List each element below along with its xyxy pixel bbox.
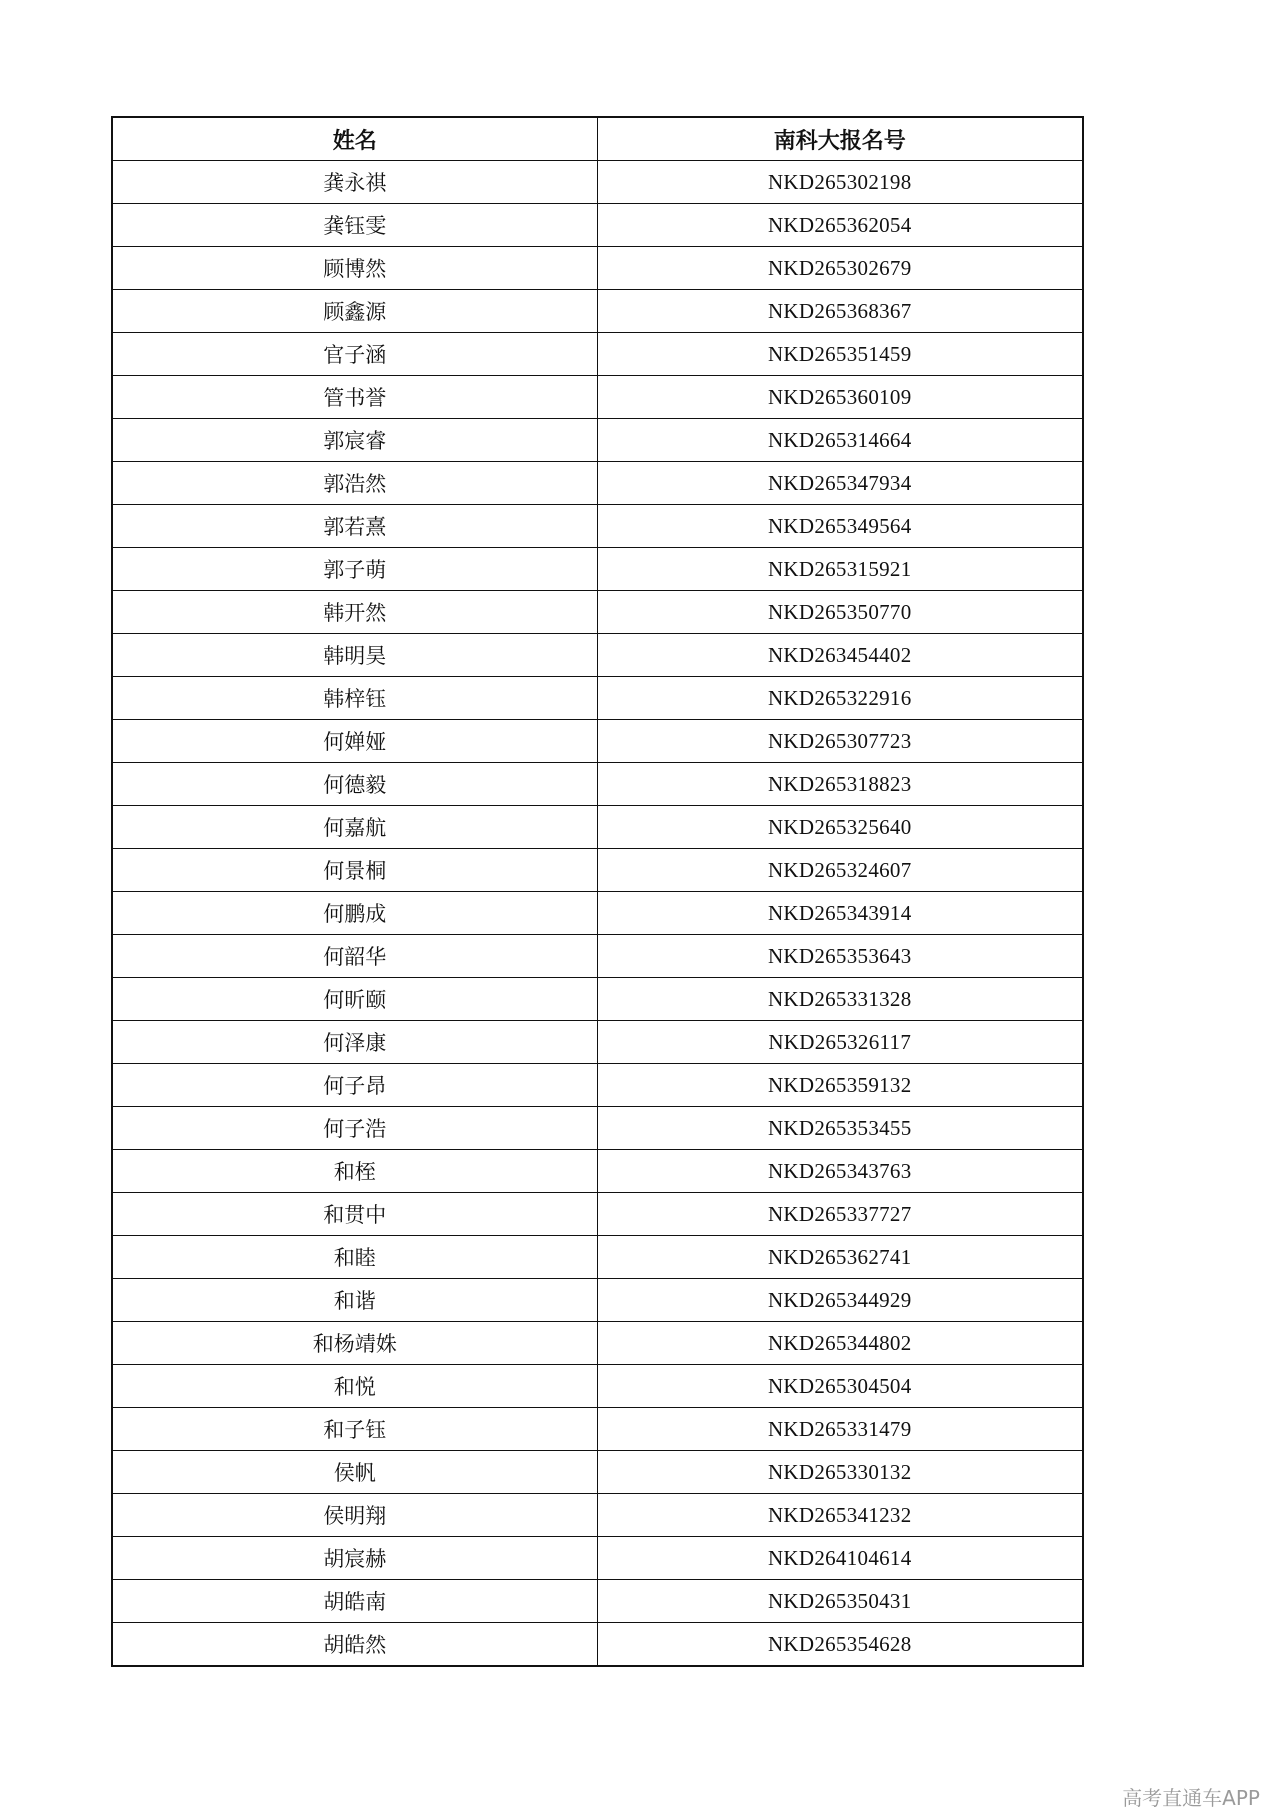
table-row bbox=[112, 978, 1083, 1021]
table-row bbox=[112, 806, 1083, 849]
student-name-cell: 胡皓南 bbox=[112, 1580, 597, 1623]
table-row bbox=[112, 892, 1083, 935]
registration-id-cell: NKD265360109 bbox=[597, 376, 1083, 419]
table-row bbox=[112, 1193, 1083, 1236]
student-name-cell: 顾鑫源 bbox=[112, 290, 597, 333]
student-name-cell: 韩开然 bbox=[112, 591, 597, 634]
registration-id-cell: NKD265344802 bbox=[597, 1322, 1083, 1365]
table-row bbox=[112, 419, 1083, 462]
registration-id-cell: NKD265347934 bbox=[597, 462, 1083, 505]
registration-id-cell: NKD265353455 bbox=[597, 1107, 1083, 1150]
table-row bbox=[112, 247, 1083, 290]
table-row bbox=[112, 720, 1083, 763]
table-row bbox=[112, 376, 1083, 419]
student-name-cell: 何嘉航 bbox=[112, 806, 597, 849]
table-row bbox=[112, 1365, 1083, 1408]
table-row bbox=[112, 1064, 1083, 1107]
registration-id-cell: NKD265350770 bbox=[597, 591, 1083, 634]
roster-body bbox=[112, 161, 1083, 1667]
registration-id-cell: NKD265322916 bbox=[597, 677, 1083, 720]
table-row bbox=[112, 1408, 1083, 1451]
table-row bbox=[112, 462, 1083, 505]
student-name-cell: 何鹏成 bbox=[112, 892, 597, 935]
student-name-cell: 何昕颐 bbox=[112, 978, 597, 1021]
table-row bbox=[112, 1537, 1083, 1580]
table-row bbox=[112, 333, 1083, 376]
student-name-cell: 官子涵 bbox=[112, 333, 597, 376]
table-row bbox=[112, 1236, 1083, 1279]
student-name-cell: 和子钰 bbox=[112, 1408, 597, 1451]
registration-id-cell: NKD265326117 bbox=[597, 1021, 1083, 1064]
student-name-cell: 管书誉 bbox=[112, 376, 597, 419]
student-name-cell: 何韶华 bbox=[112, 935, 597, 978]
student-name-cell: 何婵娅 bbox=[112, 720, 597, 763]
registration-id-cell: NKD265359132 bbox=[597, 1064, 1083, 1107]
student-name-cell: 侯明翔 bbox=[112, 1494, 597, 1537]
table-row bbox=[112, 1150, 1083, 1193]
table-row bbox=[112, 204, 1083, 247]
registration-id-cell: NKD265362741 bbox=[597, 1236, 1083, 1279]
student-name-cell: 和桎 bbox=[112, 1150, 597, 1193]
table-row bbox=[112, 634, 1083, 677]
student-name-cell: 龚永祺 bbox=[112, 161, 597, 204]
table-row bbox=[112, 935, 1083, 978]
registration-id-cell: NKD265302198 bbox=[597, 161, 1083, 204]
student-name-cell: 韩梓钰 bbox=[112, 677, 597, 720]
registration-id-cell: NKD265337727 bbox=[597, 1193, 1083, 1236]
registration-id-cell: NKD265362054 bbox=[597, 204, 1083, 247]
watermark-text: 高考直通车APP bbox=[1122, 1786, 1260, 1810]
student-name-cell: 郭子萌 bbox=[112, 548, 597, 591]
student-name-cell: 何泽康 bbox=[112, 1021, 597, 1064]
table-row bbox=[112, 1451, 1083, 1494]
student-name-cell: 和贯中 bbox=[112, 1193, 597, 1236]
student-name-cell: 郭浩然 bbox=[112, 462, 597, 505]
registration-id-cell: NKD265353643 bbox=[597, 935, 1083, 978]
roster-table bbox=[111, 116, 1084, 1667]
registration-id-cell: NKD265349564 bbox=[597, 505, 1083, 548]
registration-id-cell: NKD265344929 bbox=[597, 1279, 1083, 1322]
registration-id-cell: NKD265304504 bbox=[597, 1365, 1083, 1408]
table-row bbox=[112, 161, 1083, 204]
table-row bbox=[112, 1021, 1083, 1064]
registration-id-cell: NKD265330132 bbox=[597, 1451, 1083, 1494]
registration-id-cell: NKD265341232 bbox=[597, 1494, 1083, 1537]
column-header-registration-id: 南科大报名号 bbox=[597, 117, 1083, 161]
registration-id-cell: NKD265331328 bbox=[597, 978, 1083, 1021]
table-row bbox=[112, 763, 1083, 806]
student-name-cell: 何子昂 bbox=[112, 1064, 597, 1107]
registration-id-cell: NKD265350431 bbox=[597, 1580, 1083, 1623]
table-row bbox=[112, 290, 1083, 333]
table-row bbox=[112, 677, 1083, 720]
registration-id-cell: NKD265318823 bbox=[597, 763, 1083, 806]
registration-id-cell: NKD265302679 bbox=[597, 247, 1083, 290]
table-row bbox=[112, 1322, 1083, 1365]
registration-id-cell: NKD265343763 bbox=[597, 1150, 1083, 1193]
table-row bbox=[112, 1279, 1083, 1322]
student-name-cell: 和悦 bbox=[112, 1365, 597, 1408]
registration-id-cell: NKD265314664 bbox=[597, 419, 1083, 462]
table-row bbox=[112, 1623, 1083, 1667]
table-row bbox=[112, 1494, 1083, 1537]
student-name-cell: 顾博然 bbox=[112, 247, 597, 290]
student-name-cell: 何德毅 bbox=[112, 763, 597, 806]
registration-id-cell: NKD265307723 bbox=[597, 720, 1083, 763]
table-row bbox=[112, 591, 1083, 634]
student-name-cell: 韩明昊 bbox=[112, 634, 597, 677]
table-row bbox=[112, 505, 1083, 548]
student-name-cell: 侯帆 bbox=[112, 1451, 597, 1494]
registration-id-cell: NKD265343914 bbox=[597, 892, 1083, 935]
table-row bbox=[112, 849, 1083, 892]
table-row bbox=[112, 548, 1083, 591]
registration-id-cell: NKD264104614 bbox=[597, 1537, 1083, 1580]
registration-id-cell: NKD265368367 bbox=[597, 290, 1083, 333]
student-name-cell: 胡皓然 bbox=[112, 1623, 597, 1667]
table-row bbox=[112, 1580, 1083, 1623]
registration-id-cell: NKD265354628 bbox=[597, 1623, 1083, 1667]
student-name-cell: 龚钰雯 bbox=[112, 204, 597, 247]
student-name-cell: 和谐 bbox=[112, 1279, 597, 1322]
registration-id-cell: NKD265331479 bbox=[597, 1408, 1083, 1451]
student-name-cell: 何子浩 bbox=[112, 1107, 597, 1150]
student-name-cell: 和杨靖姝 bbox=[112, 1322, 597, 1365]
student-name-cell: 何景桐 bbox=[112, 849, 597, 892]
table-row bbox=[112, 1107, 1083, 1150]
header-row bbox=[112, 117, 1083, 161]
student-name-cell: 和睦 bbox=[112, 1236, 597, 1279]
column-header-name: 姓名 bbox=[112, 117, 597, 161]
student-name-cell: 胡宸赫 bbox=[112, 1537, 597, 1580]
registration-id-cell: NKD263454402 bbox=[597, 634, 1083, 677]
student-name-cell: 郭宸睿 bbox=[112, 419, 597, 462]
registration-id-cell: NKD265325640 bbox=[597, 806, 1083, 849]
registration-id-cell: NKD265324607 bbox=[597, 849, 1083, 892]
registration-id-cell: NKD265315921 bbox=[597, 548, 1083, 591]
student-name-cell: 郭若熹 bbox=[112, 505, 597, 548]
registration-id-cell: NKD265351459 bbox=[597, 333, 1083, 376]
